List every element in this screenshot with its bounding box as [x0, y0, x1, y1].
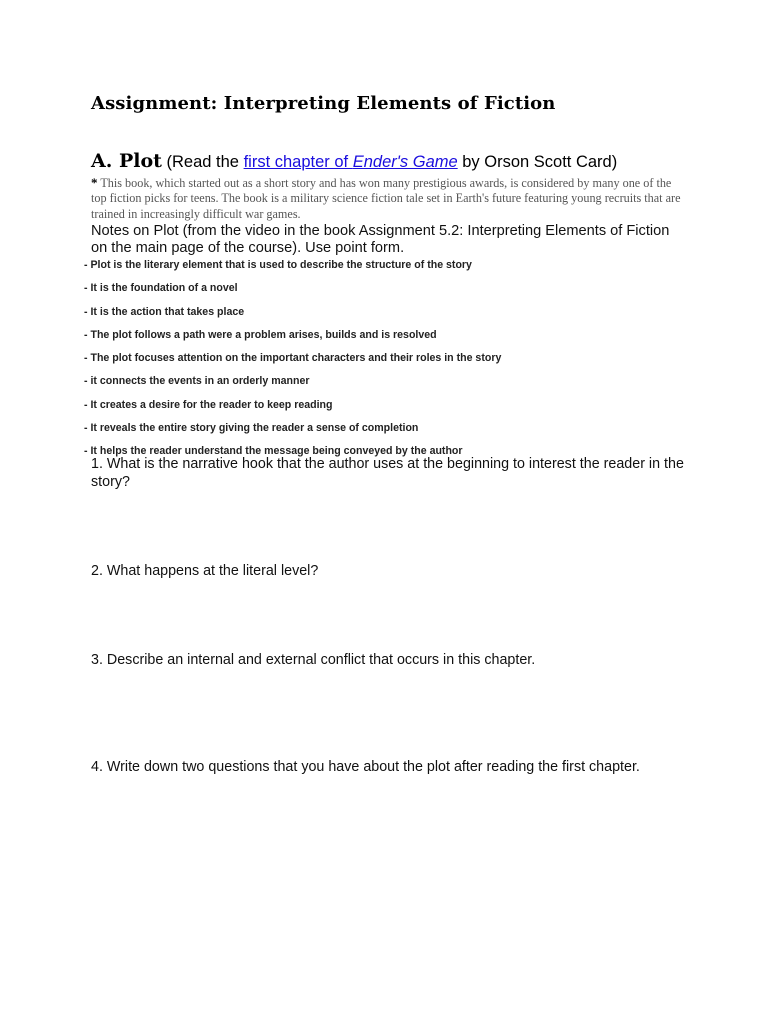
list-item: - It reveals the entire story giving the reader a sense of completion	[84, 422, 419, 435]
list-item: - It is the foundation of a novel	[84, 282, 238, 295]
link-book-title: Ender's Game	[352, 153, 458, 171]
list-item: - It helps the reader understand the message being conveyed by the author	[84, 445, 463, 458]
blurb-text: This book, which started out as a short story and has won many prestigious awards, is considered by many one of the top fiction picks for teens. The book is a military science fiction tale set in Earth's future featuring young recruits that are trained in increasingly difficult war games.	[91, 176, 681, 221]
list-item: - The plot focuses attention on the important characters and their roles in the story	[84, 352, 502, 365]
book-blurb	[91, 175, 681, 222]
list-item: - The plot follows a path were a problem arises, builds and is resolved	[84, 328, 437, 341]
question-3: 3. Describe an internal and external conflict that occurs in this chapter.	[91, 652, 536, 668]
asterisk-marker: *	[91, 175, 98, 190]
document-title: Assignment: Interpreting Elements of Fiction	[91, 93, 556, 114]
question-2: 2. What happens at the literal level?	[91, 563, 319, 579]
list-item: - It creates a desire for the reader to keep reading	[84, 398, 333, 411]
list-item: - Plot is the literary element that is used to describe the structure of the story	[84, 259, 472, 271]
read-suffix: by Orson Scott Card)	[457, 153, 618, 171]
read-prefix: (Read the	[161, 153, 244, 171]
plot-notes-list	[84, 259, 501, 469]
section-heading-plot	[91, 150, 617, 172]
question-4: 4. Write down two questions that you have about the plot after reading the first chapter.	[91, 759, 640, 775]
question-1: 1. What is the narrative hook that the author uses at the beginning to interest the reader in the story?	[91, 456, 684, 490]
notes-intro: Notes on Plot (from the video in the book Assignment 5.2: Interpreting Elements of Fiction on the main page of the course). Use point form.	[91, 223, 670, 256]
list-item: - It is the action that takes place	[84, 305, 245, 318]
link-text: first chapter of	[243, 153, 353, 171]
section-label: A. Plot	[91, 150, 162, 172]
list-item: - it connects the events in an orderly manner	[84, 375, 310, 388]
first-chapter-link[interactable]	[244, 153, 458, 171]
